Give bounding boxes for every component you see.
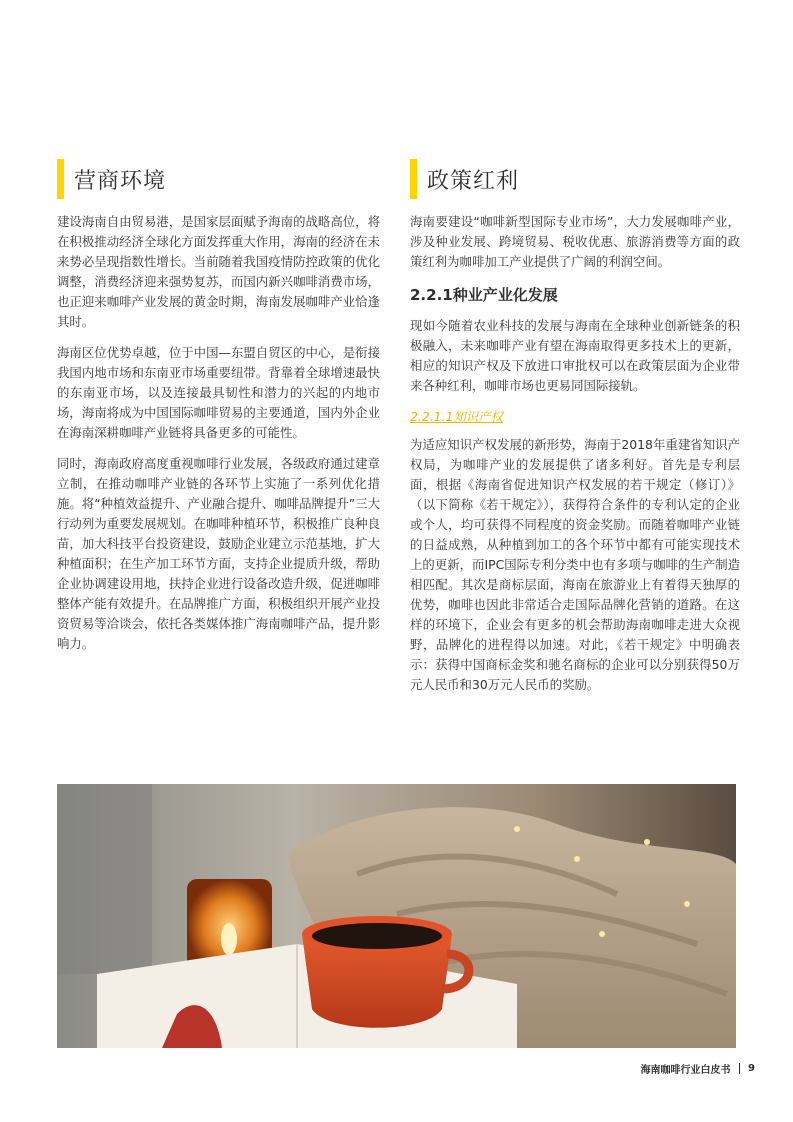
paragraph: 为适应知识产权发展的新形势，海南于2018年重建省知识产权局，为咖啡产业的发展提供了诸多利好。首先是专利层面，根据《海南省促进知识产权发展的若干规定（修订）》（以下简称《若干规定》），获得符合条件的专利认定的企业或个人，均可获得不同程度的资金奖励。而随着咖啡产业链的日益成熟，从种植到加工的各个环节中都有可能实现技术上的更新，而IPC国际专利分类中也有多项与咖啡的生产制造相匹配。其次是商标层面，海南在旅游业上有着得天独厚的优势，咖啡也因此非常适合走国际品牌化营销的道路。在这样的环境下，企业会有更多的机会帮助海南咖啡走进大众视野，品牌化的进程得以加速。对此，《若干规定》中明确表示：获得中国商标金奖和驰名商标的企业可以分别获得50万元人民币和30万元人民币的奖励。 (410, 437, 740, 692)
coffee-cup-photo (57, 784, 736, 1048)
subheading: 2.2.1种业产业化发展 (410, 286, 558, 304)
footer-divider (739, 1063, 741, 1074)
section-title: 政策红利 (427, 168, 520, 194)
right-column (410, 158, 740, 706)
paragraph: 现如今随着农业科技的发展与海南在全球种业创新链条的积极融入，未来咖啡产业有望在海南取得更多技术上的更新，相应的知识产权及下放进口审批权可以在政策层面为企业带来各种红利，咖啡市场也更易同国际接轨。 (410, 318, 740, 393)
publication-title: 海南咖啡行业白皮书 (640, 1065, 731, 1076)
accent-bar (57, 159, 64, 199)
paragraph: 建设海南自由贸易港，是国家层面赋予海南的战略高位，将在积极推动经济全球化方面发挥重大作用，海南的经济在未来势必呈现指数性增长。当前随着我国疫情防控政策的优化调整，消费经济迎来强势复苏，而国内新兴咖啡消费市场，也正迎来咖啡产业发展的黄金时期，海南发展咖啡产业恰逢其时。 (57, 214, 380, 329)
paragraph: 同时，海南政府高度重视咖啡行业发展，各级政府通过建章立制，在推动咖啡产业链的各环节上实施了一系列优化措施。将“种植效益提升、产业融合提升、咖啡品牌提升”三大行动列为重要发展规划。在咖啡种植环节，积极推广良种良苗，加大科技平台投资建设，鼓励企业建立示范基地，扩大种植面积；在生产加工环节方面，支持企业提质升级，帮助企业协调建设用地，扶持企业进行设备改造升级，促进咖啡整体产能有效提升。在品牌推广方面，积极组织开展产业投资贸易等洽谈会，依托各类媒体推广海南咖啡产品，提升影响力。 (57, 456, 380, 651)
intro-paragraph: 海南要建设“咖啡新型国际专业市场”，大力发展咖啡产业，涉及种业发展、跨境贸易、税收优惠、旅游消费等方面的政策红利为咖啡加工产业提供了广阔的利润空间。 (410, 214, 740, 269)
section-heading-business-environment (57, 158, 380, 200)
left-column (57, 158, 380, 665)
section-heading-policy-dividend (410, 158, 740, 200)
page-footer (641, 1061, 755, 1076)
section-title: 营商环境 (74, 168, 167, 194)
page-number: 9 (748, 1063, 755, 1074)
accent-bar (410, 159, 417, 199)
sub-subheading: 2.2.1.1知识产权 (410, 409, 503, 424)
paragraph: 海南区位优势卓越，位于中国—东盟自贸区的中心，是衔接我国内地市场和东南亚市场重要纽带。背靠着全球增速最快的东南亚市场，以及连接最具韧性和潜力的兴起的内地市场，海南将成为中国国际咖啡贸易的主要通道，国内外企业在海南深耕咖啡产业链将具备更多的可能性。 (57, 345, 380, 440)
